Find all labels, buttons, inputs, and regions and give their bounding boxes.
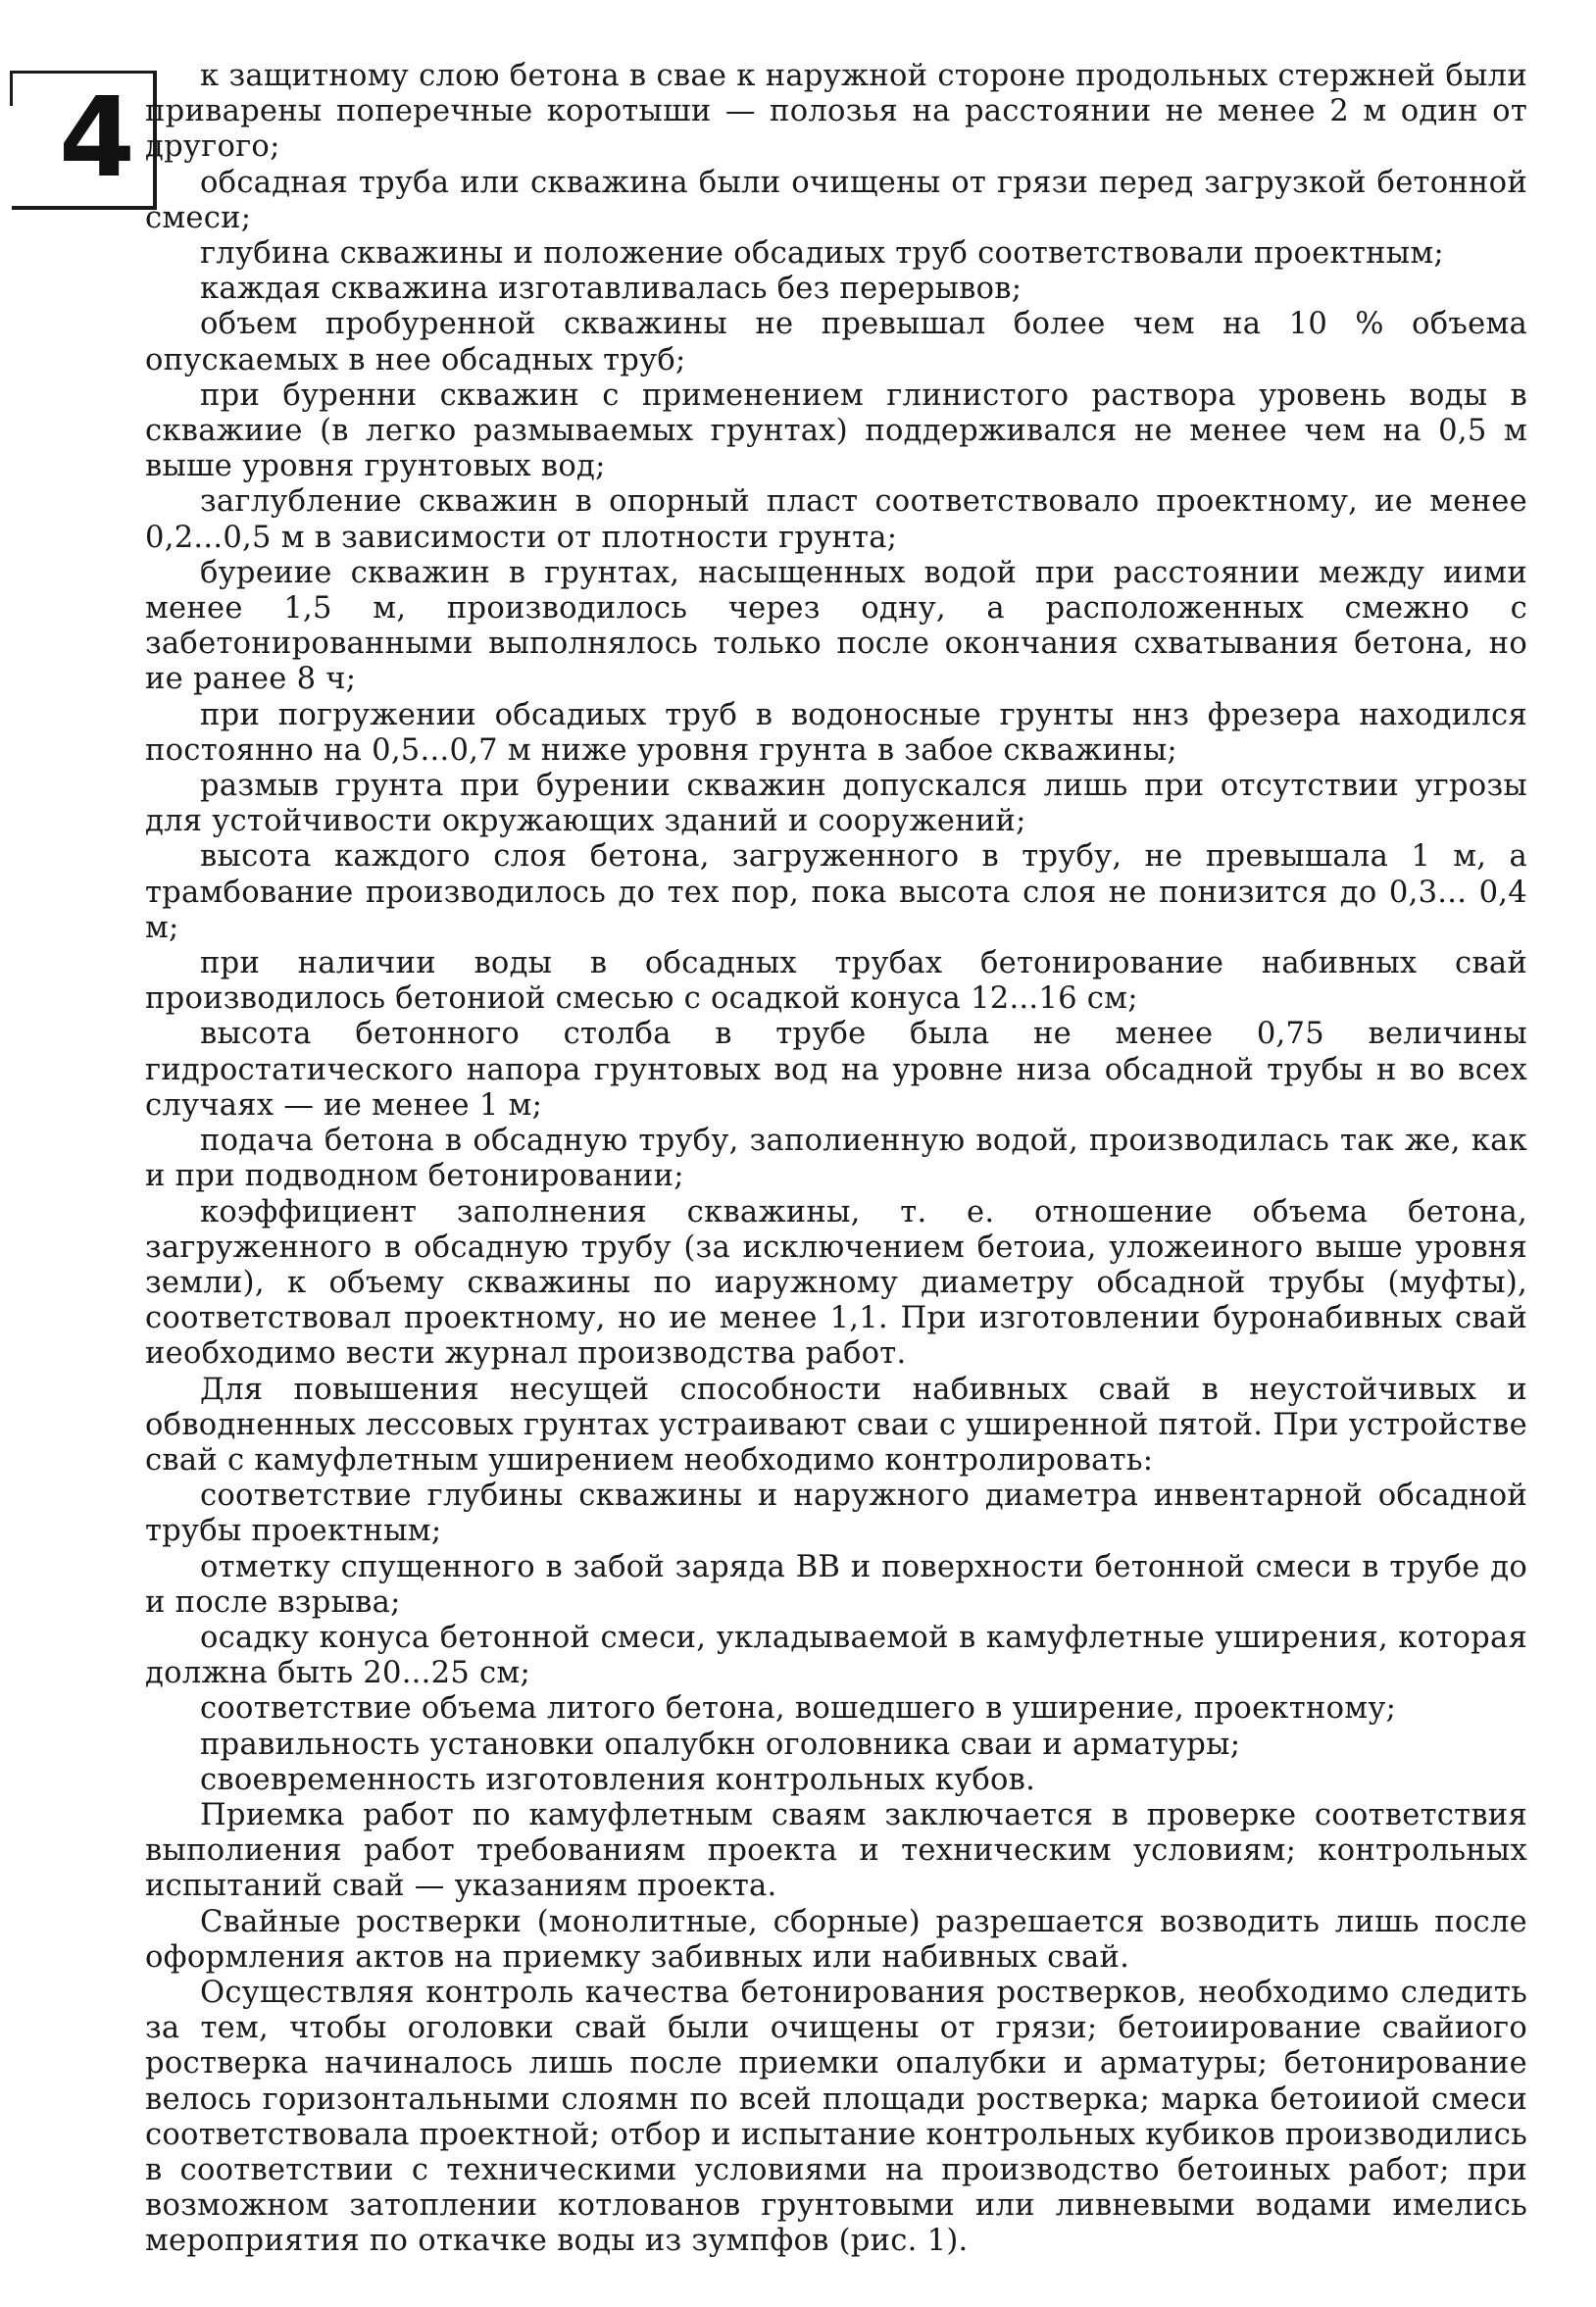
paragraph: высота бетонного столба в трубе была не менее 0,75 величины гидростатического напора грунтовых вод на уровне низа обсадной трубы н во всех случаях — ие менее 1 м; [145,1017,1527,1123]
paragraph: осадку конуса бетонной смеси, укладываемой в камуфлетные уширения, которая должна быть 20...25 см; [145,1620,1527,1691]
paragraph: каждая скважина изготавливалась без перерывов; [200,272,1022,307]
paragraph: Для повышения несущей способности набивных свай в неустойчивых и обводненных лессовых грунтах устраивают сваи с уширенной пятой. При устройстве свай с камуфлетным уширением необходимо контролировать: [145,1372,1527,1478]
paragraph: Приемка работ по камуфлетным сваям заключается в проверке соответствия выполиения работ требованиям проекта и техническим условиям; контрольных испытаний свай — указаниям проекта. [145,1797,1527,1904]
paragraph: при наличии воды в обсадных трубах бетонирование набивных свай производилось бетониой смесью с осадкой конуса 12...16 см; [145,946,1527,1017]
body-text [145,59,1527,2260]
paragraph: соответствие глубины скважины и наружного диаметра инвентарной обсадной трубы проектным; [145,1479,1527,1549]
paragraph: высота каждого слоя бетона, загруженного в трубу, не превышала 1 м, а трамбование производилось до тех пор, пока высота слоя не понизится до 0,3... 0,4 м; [145,839,1527,945]
paragraph: коэффициент заполнения скважины, т. е. отношение объема бетона, загруженного в обсадную трубу (за исключением бетоиа, уложеиного выше уровня земли), к объему скважины по иаружному диаметру обсадной трубы (муфты), соответствовал проектному, но ие менее 1,1. При изготовлении буронабивных свай иеобходимо вести журнал производства работ. [145,1194,1527,1372]
paragraph: при погружении обсадиых труб в водоносные грунты ннз фрезера находился постоянно на 0,5...0,7 м ниже уровня грунта в забое скважины; [145,697,1527,768]
paragraph: Осуществляя контроль качества бетонирования ростверков, необходимо следить за тем, чтобы оголовки свай были очищены от грязи; бетоиирование свайиого ростверка начиналось лишь после приемки опалубки и арматуры; бетонирование велось горизонтальными слоямн по всей площади ростверка; марка бетоииой смеси соответствовала проектной; отбор и испытание контрольных кубиков производились в соответствии с техническими условиями на производство бетоиных работ; при возможном затоплении котлованов грунтовыми или ливневыми водами имелись мероприятия по откачке воды из зумпфов (рис. 1). [145,1975,1527,2259]
paragraph: правильность установки опалубкн оголовника сваи и арматуры; [200,1727,1241,1762]
paragraph: соответствие объема литого бетона, вошедшего в уширение, проектному; [200,1691,1397,1727]
paragraph: обсадная труба или скважина были очищены от грязи перед загрузкой бетонной смеси; [145,165,1527,235]
paragraph: Свайные ростверки (монолитные, сборные) разрешается возводить лишь после оформления актов на приемку забивных или набивных свай. [145,1904,1527,1975]
paragraph: при буренни скважин с применением глинистого раствора уровень воды в скважиие (в легко размываемых грунтах) поддерживался не менее чем на 0,5 м выше уровня грунтовых вод; [145,377,1527,484]
chapter-marker [12,71,157,210]
paragraph: глубина скважины и положение обсадиых труб соответствовали проектным; [200,236,1444,272]
paragraph: заглубление скважин в опорный пласт соответствовало проектному, ие менее 0,2...0,5 м в зависимости от плотности грунта; [145,484,1527,555]
paragraph: отметку спущенного в забой заряда ВВ и поверхности бетонной смеси в трубе до и после взрыва; [145,1549,1527,1620]
paragraph: подача бетона в обсадную трубу, заполиенную водой, производилась так же, как и при подводном бетонировании; [145,1124,1527,1194]
paragraph: к защитному слою бетона в свае к наружной стороне продольных стержней были приварены поперечные коротыши — полозья на расстоянии не менее 2 м один от другого; [145,59,1527,165]
paragraph: своевременность изготовления контрольных кубов. [200,1762,1036,1797]
paragraph: объем пробуренной скважины не превышал более чем на 10 % объема опускаемых в нее обсадных труб; [145,307,1527,377]
chapter-number: 4 [59,75,135,202]
paragraph: размыв грунта при бурении скважин допускался лишь при отсутствии угрозы для устойчивости окружающих зданий и сооружений; [145,769,1527,839]
paragraph: буреиие скважин в грунтах, насыщенных водой при расстоянии между иими менее 1,5 м, производилось через одну, а расположенных смежно с забетонированными выполнялось только после окончания схватывания бетона, но ие ранее 8 ч; [145,555,1527,697]
